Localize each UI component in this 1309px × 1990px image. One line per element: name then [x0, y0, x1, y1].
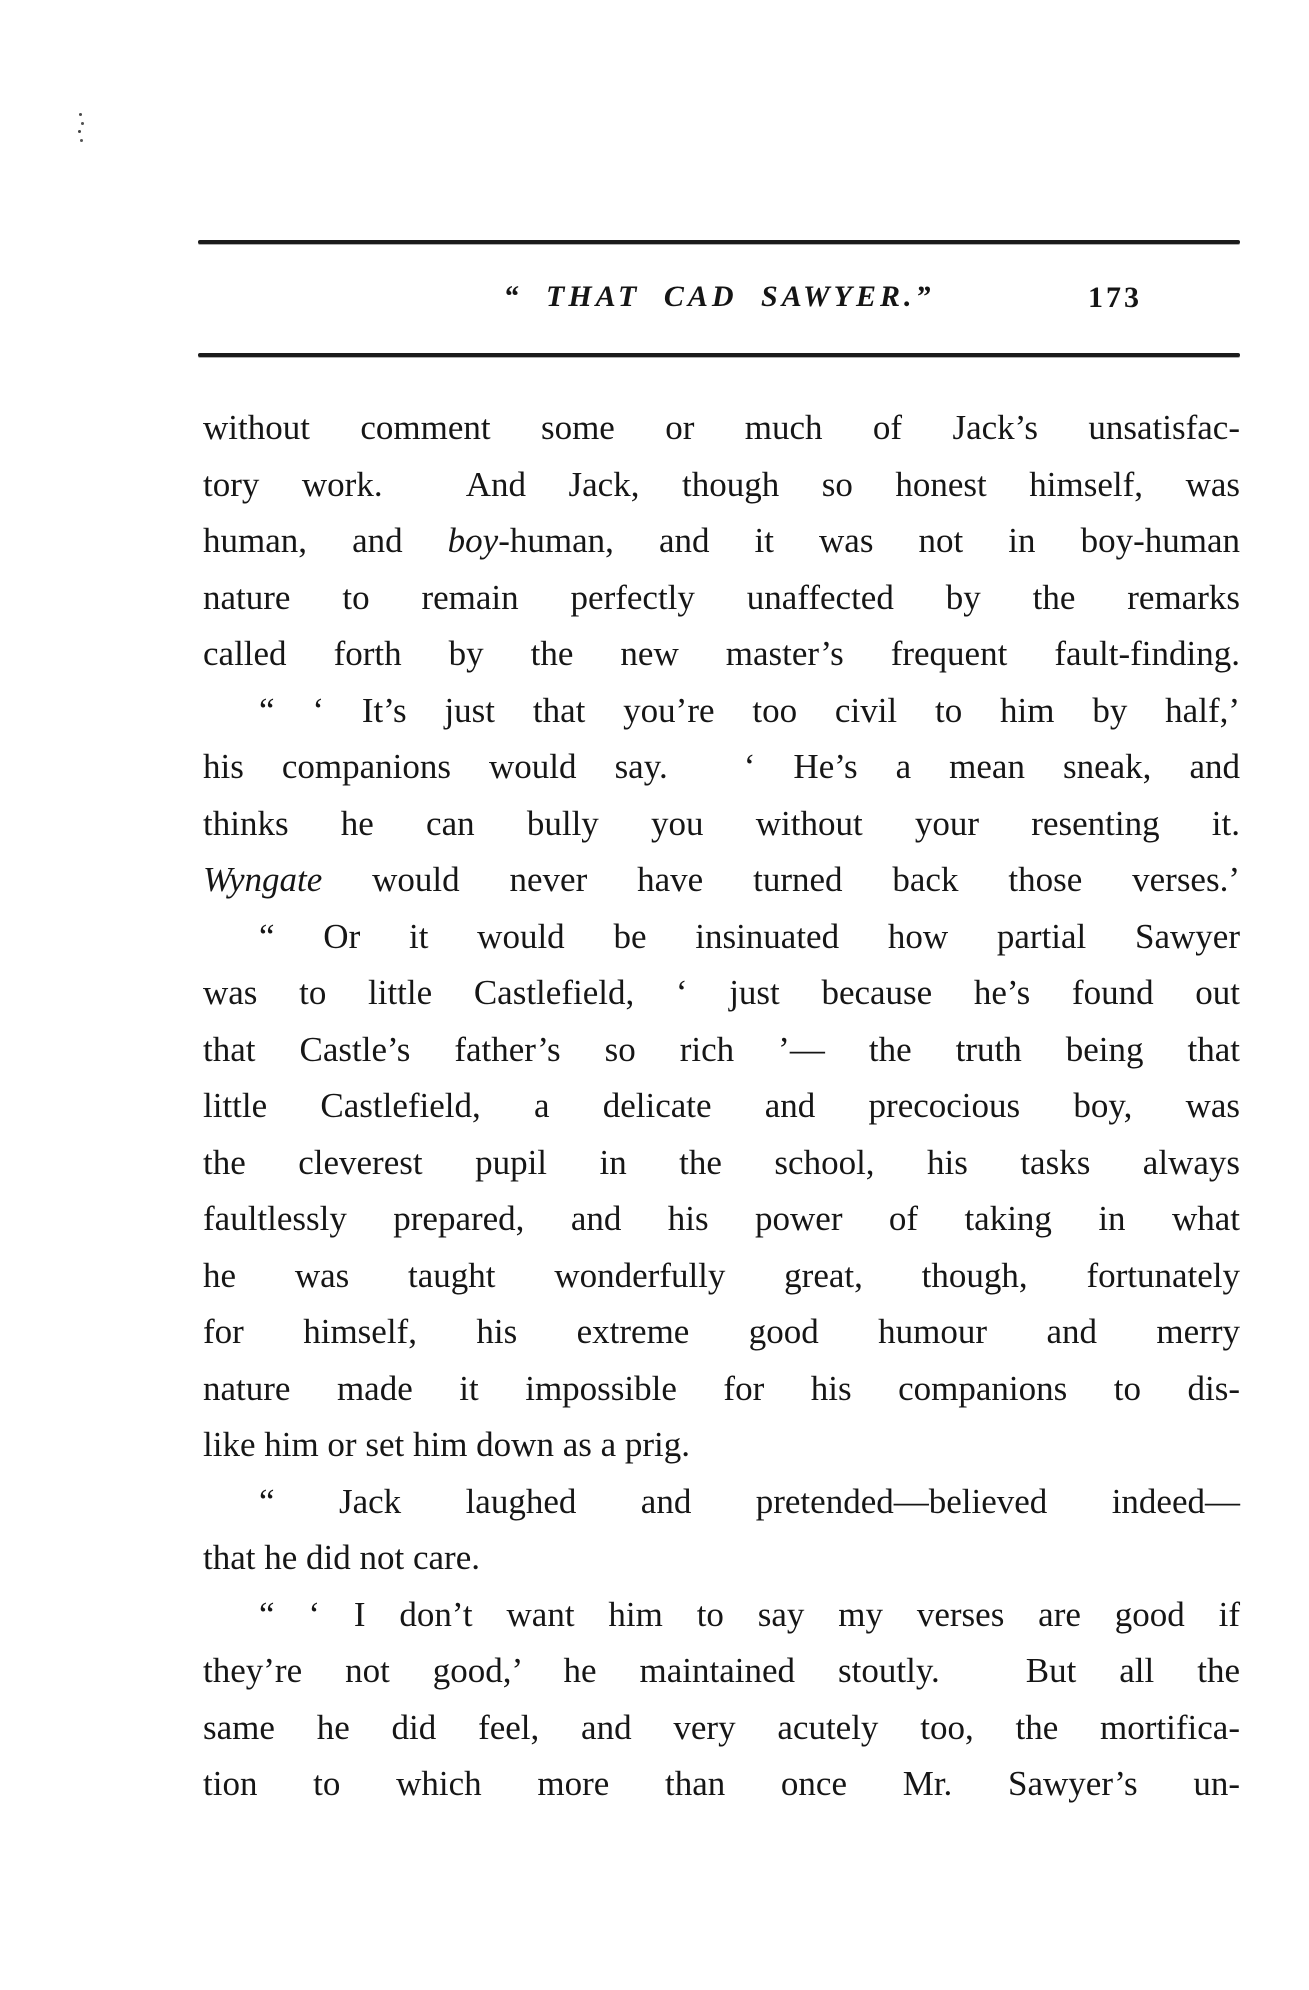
text-segment: called forth by the new master’s frequent fault-finding. — [203, 634, 1240, 673]
text-line — [203, 457, 1240, 514]
text-line — [203, 1022, 1240, 1079]
text-line — [203, 400, 1240, 457]
italic-text: Wyngate — [203, 860, 323, 899]
header-rule-bottom — [198, 353, 1240, 357]
text-segment: nature made it impossible for his companions to dis- — [203, 1368, 1240, 1408]
text-segment: without comment some or much of Jack’s unsatisfac- — [203, 408, 1240, 447]
text-line — [203, 1304, 1240, 1361]
text-line — [203, 796, 1240, 853]
text-line — [203, 1191, 1240, 1248]
ink-speck — [79, 113, 82, 116]
text-line — [203, 1587, 1240, 1644]
text-segment: faultlessly prepared, and his power of taking in what — [203, 1199, 1240, 1238]
page-text — [203, 400, 1240, 1813]
text-segment: would never have turned back those verses.’ — [322, 860, 1240, 899]
text-segment: little Castlefield, a delicate and precocious boy, was — [203, 1086, 1240, 1125]
text-segment: “ Or it would be insinuated how partial Sawyer — [259, 916, 1240, 956]
text-line — [203, 1417, 1240, 1474]
text-segment: “ ‘ It’s just that you’re too civil to him by half,’ — [259, 690, 1240, 730]
text-line — [203, 1474, 1240, 1531]
text-segment: for himself, his extreme good humour and merry — [203, 1312, 1240, 1351]
text-line — [203, 513, 1240, 570]
text-line — [203, 1361, 1240, 1418]
text-segment: his companions would say. ‘ He’s a mean sneak, and — [203, 747, 1240, 786]
text-line — [203, 570, 1240, 627]
text-segment: nature to remain perfectly unaffected by the remarks — [203, 577, 1240, 617]
text-line — [203, 1248, 1240, 1305]
text-segment: they’re not good,’ he maintained stoutly. But all the — [203, 1651, 1240, 1690]
text-line — [203, 1530, 1240, 1587]
text-segment: that he did not care. — [203, 1538, 480, 1577]
text-segment: he was taught wonderfully great, though, fortunately — [203, 1255, 1240, 1295]
text-line — [203, 909, 1240, 966]
text-line — [203, 739, 1240, 796]
text-segment: the cleverest pupil in the school, his tasks always — [203, 1142, 1240, 1182]
text-line — [203, 1756, 1240, 1813]
header-rule-top — [198, 240, 1240, 244]
italic-text: boy — [447, 521, 499, 560]
text-line — [203, 683, 1240, 740]
text-line — [203, 1700, 1240, 1757]
page-number: 173 — [1088, 281, 1142, 314]
text-segment: “ Jack laughed and pretended—believed indeed— — [259, 1481, 1240, 1521]
text-segment: like him or set him down as a prig. — [203, 1425, 691, 1464]
text-line — [203, 626, 1240, 683]
text-segment: -human, and it was not in boy-human — [498, 521, 1240, 560]
text-line — [203, 1135, 1240, 1192]
text-segment: “ ‘ I don’t want him to say my verses are good if — [259, 1594, 1240, 1634]
page-title: “ THAT CAD SAWYER.” — [503, 280, 935, 313]
running-header — [198, 280, 1240, 330]
text-segment: was to little Castlefield, ‘ just because he’s found out — [203, 973, 1240, 1012]
text-segment: thinks he can bully you without your resenting it. — [203, 803, 1240, 843]
text-segment: human, and — [203, 521, 448, 560]
text-line — [203, 852, 1240, 909]
text-segment: tory work. And Jack, though so honest himself, was — [203, 464, 1240, 504]
text-segment: same he did feel, and very acutely too, the mortifica- — [203, 1707, 1240, 1747]
text-line — [203, 1643, 1240, 1700]
text-line — [203, 1078, 1240, 1135]
text-segment: that Castle’s father’s so rich ’— the truth being that — [203, 1029, 1240, 1069]
text-segment: tion to which more than once Mr. Sawyer’s un- — [203, 1764, 1240, 1803]
text-line — [203, 965, 1240, 1022]
